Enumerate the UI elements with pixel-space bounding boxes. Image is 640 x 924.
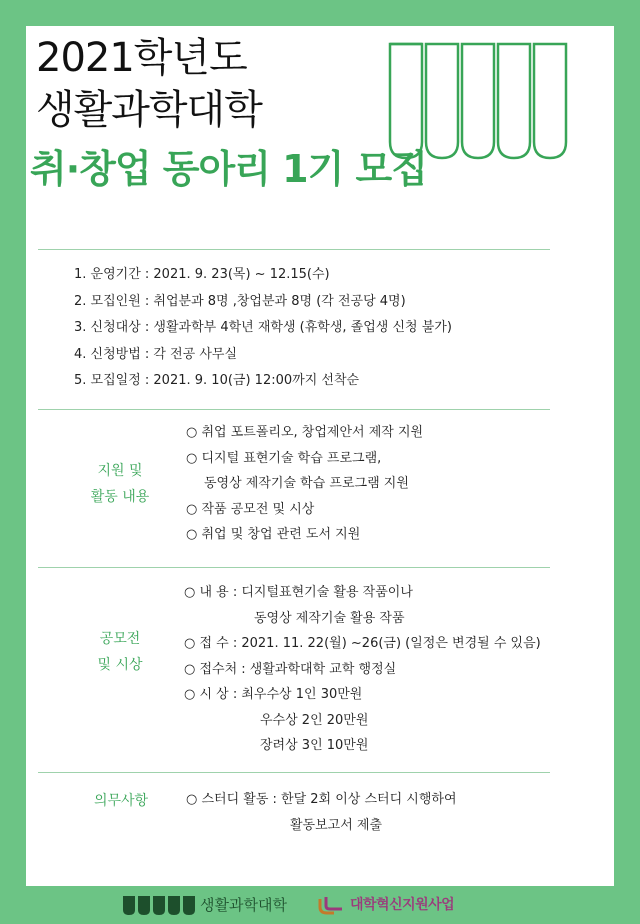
contest-row: ○ 내 용 : 디지털표현기술 활용 작품이나: [184, 585, 413, 600]
title-recruit: 취·창업 동아리 1기 모집: [30, 147, 427, 191]
divider-3: [38, 567, 550, 568]
info-list: [74, 262, 452, 395]
contest-row: ○ 접수처 : 생활과학대학 교학 행정실: [184, 661, 397, 677]
duty-row: 활동보고서 제출: [290, 817, 383, 833]
college-logo-icon: [362, 14, 594, 164]
support-row: ○ 작품 공모전 및 시상: [186, 501, 315, 517]
contest-row: 동영상 제작기술 활용 작품: [254, 610, 405, 626]
contest-body: [184, 580, 541, 759]
support-row: ○ 취업 및 창업 관련 도서 지원: [186, 527, 361, 542]
divider-1: [38, 249, 550, 250]
divider-2: [38, 409, 550, 410]
footer: [0, 886, 640, 924]
program-emblem-icon: [318, 895, 346, 915]
support-body: [186, 420, 423, 548]
duty-label: 의무사항: [93, 793, 149, 809]
info-item-method: 4. 신청방법 : 각 전공 사무실: [74, 346, 238, 362]
support-row: ○ 디지털 표현기술 학습 프로그램,: [186, 450, 382, 466]
support-label: 지원 및 활동 내용: [90, 463, 150, 505]
duty-body: [186, 787, 457, 838]
support-row: ○ 취업 포트폴리오, 창업제안서 제작 지원: [186, 425, 424, 440]
college-logo-small-icon: [122, 894, 196, 916]
footer-college-name: 생활과학대학: [200, 896, 287, 914]
title-college: 생활과학대학: [36, 87, 262, 133]
contest-row: ○ 시 상 : 최우수상 1인 30만원: [184, 687, 363, 702]
info-item-quota: 2. 모집인원 : 취업분과 8명 ,창업분과 8명 (각 전공당 4명): [74, 293, 406, 309]
title-year: 2021학년도: [36, 35, 247, 81]
contest-row: 장려상 3인 10만원: [260, 738, 369, 753]
footer-program-name: 대학혁신지원사업: [350, 897, 455, 913]
support-row: 동영상 제작기술 학습 프로그램 지원: [204, 476, 409, 491]
contest-row: 우수상 2인 20만원: [260, 712, 369, 728]
contest-label: 공모전 및 시상: [97, 631, 143, 673]
info-item-schedule: 5. 모집일정 : 2021. 9. 10(금) 12:00까지 선착순: [74, 373, 360, 388]
divider-4: [38, 772, 550, 773]
info-item-eligibility: 3. 신청대상 : 생활과학부 4학년 재학생 (휴학생, 졸업생 신청 불가): [74, 320, 452, 335]
info-item-period: 1. 운영기간 : 2021. 9. 23(목) ~ 12.15(수): [74, 267, 330, 282]
contest-row: ○ 접 수 : 2021. 11. 22(월) ~26(금) (일정은 변경될 수 있음): [184, 636, 541, 651]
duty-row: ○ 스터디 활동 : 한달 2회 이상 스터디 시행하여: [186, 792, 457, 807]
